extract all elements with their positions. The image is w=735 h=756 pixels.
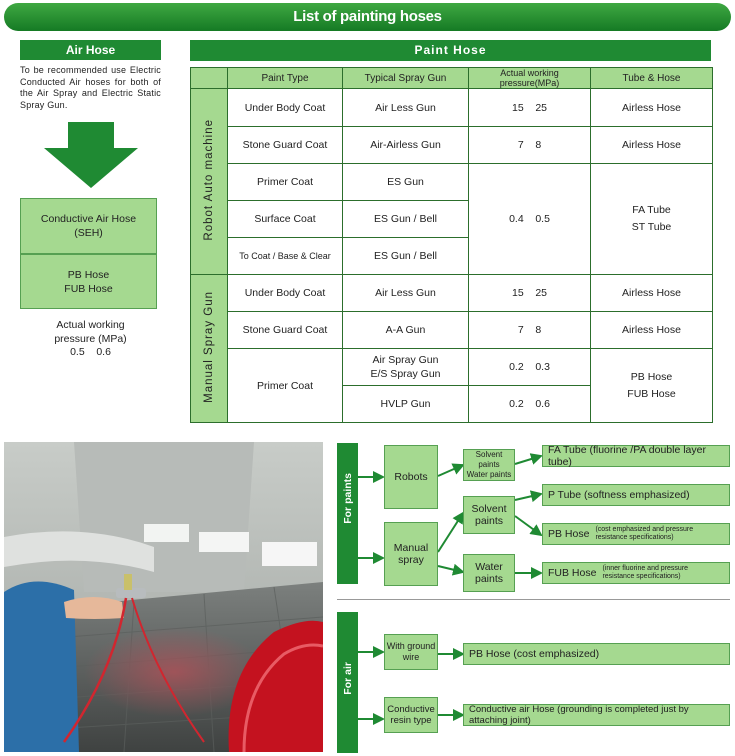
conductive-air-hose-box: Conductive Air Hose (SEH) <box>20 198 157 254</box>
table-cell: Air-Airless Gun <box>343 127 469 164</box>
table-cell: 0.2 0.3 <box>469 349 591 386</box>
table-cell: Airless Hose <box>591 312 713 349</box>
table-cell: To Coat / Base & Clear <box>228 238 343 275</box>
air-pressure-label: Actual working pressure (MPa) <box>54 319 127 345</box>
fub-hose-label: FUB Hose <box>548 567 597 579</box>
p-tube-node <box>542 484 730 506</box>
for-air-text: For air <box>342 662 354 695</box>
group-label: Manual Spray Gun <box>203 291 215 403</box>
table-cell: Stone Guard Coat <box>228 127 343 164</box>
group-label: Robot Auto machine <box>203 119 215 241</box>
for-paints-text: For paints <box>342 473 354 524</box>
pb-hose-node <box>542 523 730 545</box>
water-paints-node: Water paints <box>463 554 515 592</box>
table-cell: Air Less Gun <box>343 89 469 127</box>
pb-fub-hose-box: PB Hose FUB Hose <box>20 254 157 309</box>
conductive-air-hose-node <box>463 704 730 726</box>
down-arrow-icon <box>44 122 138 188</box>
pb-hose-air-label: PB Hose (cost emphasized) <box>469 648 600 660</box>
solvent-paints-node: Solvent paints <box>463 496 515 534</box>
table-cell: Under Body Coat <box>228 275 343 312</box>
p-tube-label: P Tube (softness emphasized) <box>548 489 690 501</box>
table-cell: Air Less Gun <box>343 275 469 312</box>
group-manual-spray <box>191 275 228 423</box>
conductive-air-hose-label: Conductive air Hose (grounding is completed just by attaching joint) <box>469 704 689 726</box>
table-cell: HVLP Gun <box>343 386 469 423</box>
table-cell: 15 25 <box>469 275 591 312</box>
table-cell: PB Hose FUB Hose <box>591 349 713 423</box>
group-robot-auto <box>191 89 228 275</box>
table-cell: Airless Hose <box>591 89 713 127</box>
page-title: List of painting hoses <box>4 3 731 31</box>
conductive-resin-node: Conductive resin type <box>384 697 438 733</box>
fub-hose-node <box>542 562 730 584</box>
fa-tube-label: FA Tube (fluorine /PA double layer tube) <box>548 444 706 468</box>
table-row <box>191 164 713 201</box>
air-pressure-value: 0.5 0.6 <box>70 346 111 358</box>
column-header: Tube & Hose <box>591 68 713 89</box>
pb-hose-air-node <box>463 643 730 665</box>
paint-hose-table <box>190 67 712 426</box>
table-cell: 15 25 <box>469 89 591 127</box>
table-cell: ES Gun / Bell <box>343 201 469 238</box>
fa-tube-node <box>542 445 730 467</box>
table-cell: A-A Gun <box>343 312 469 349</box>
column-header: Typical Spray Gun <box>343 68 469 89</box>
table-cell: ES Gun <box>343 164 469 201</box>
table-cell: Stone Guard Coat <box>228 312 343 349</box>
table-cell: FA Tube ST Tube <box>591 164 713 275</box>
table-row <box>191 89 713 127</box>
header-corner <box>191 68 228 89</box>
robots-node: Robots <box>384 445 438 509</box>
table-cell: Primer Coat <box>228 349 343 423</box>
spray-booth-photo <box>4 442 323 752</box>
manual-spray-node: Manual spray <box>384 522 438 586</box>
column-header: Actual working pressure(MPa) <box>469 68 591 89</box>
air-pressure-block <box>20 318 161 358</box>
table-cell: Under Body Coat <box>228 89 343 127</box>
table-row <box>191 127 713 164</box>
table-cell: 7 8 <box>469 312 591 349</box>
table-cell: 0.2 0.6 <box>469 386 591 423</box>
pb-hose-note: (cost emphasized and pressure resistance specifications) <box>595 526 694 541</box>
table-header-row <box>191 68 713 89</box>
air-hose-heading: Air Hose <box>20 40 161 60</box>
table-cell: Airless Hose <box>591 127 713 164</box>
air-hose-description: To be recommended use Electric Conducted Air hoses for both of the Air Spray and Electric Static Spray Gun. <box>20 65 161 110</box>
table-cell: ES Gun / Bell <box>343 238 469 275</box>
with-ground-wire-node: With ground wire <box>384 634 438 670</box>
fub-hose-note: (inner fluorine and pressure resistance specifications) <box>602 565 689 580</box>
table-row <box>191 349 713 386</box>
table-cell: Airless Hose <box>591 275 713 312</box>
table-cell: Air Spray Gun E/S Spray Gun <box>343 349 469 386</box>
pb-hose-label: PB Hose <box>548 528 590 540</box>
table-row <box>191 312 713 349</box>
table-cell: Surface Coat <box>228 201 343 238</box>
table-cell: Primer Coat <box>228 164 343 201</box>
table-cell: 0.4 0.5 <box>469 164 591 275</box>
column-header: Paint Type <box>228 68 343 89</box>
table-cell: 7 8 <box>469 127 591 164</box>
solvent-water-paints-node: Solvent paints Water paints <box>463 449 515 481</box>
paint-hose-heading: Paint Hose <box>190 40 711 61</box>
table-row <box>191 275 713 312</box>
